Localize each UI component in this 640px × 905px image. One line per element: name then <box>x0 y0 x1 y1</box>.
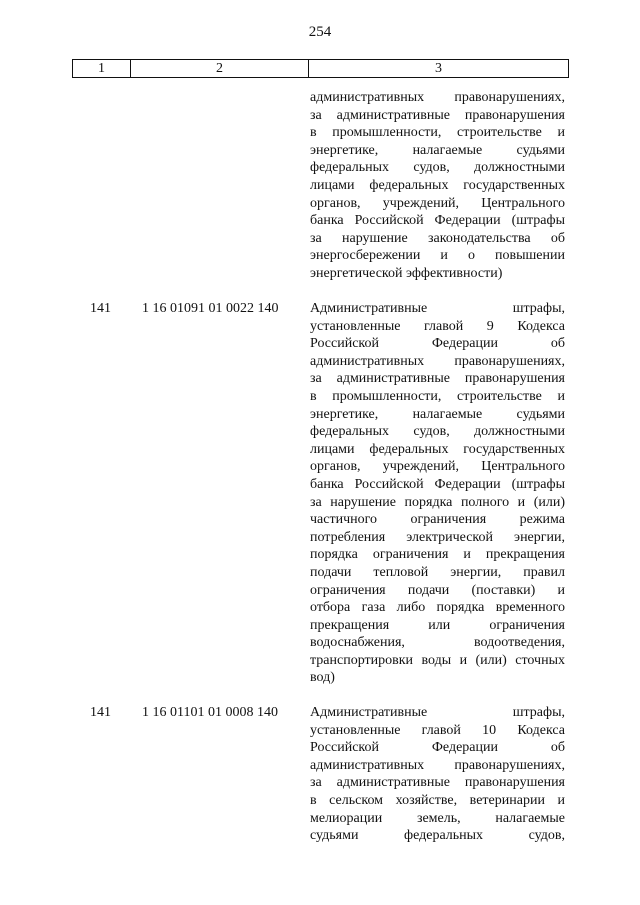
row-code: 1 16 01091 01 0022 140 <box>142 301 279 316</box>
row-description <box>310 704 565 845</box>
description-line: за административные правонарушения <box>310 371 565 387</box>
description-line: вод) <box>310 670 335 686</box>
description-line: административных правонарушениях, <box>310 353 565 369</box>
description-line: в промышленности, строительстве и <box>310 388 565 404</box>
description-line: административных правонарушениях, <box>310 90 565 105</box>
description-line: энергетической эффективности) <box>310 265 503 281</box>
description-line: подачи тепловой энергии, правил <box>310 564 565 580</box>
description-line: установленные главой 10 Кодекса <box>310 722 565 738</box>
description-line: ограничения подачи (поставки) и <box>310 582 565 598</box>
description-line: федеральных судов, должностными <box>310 160 565 176</box>
description-line: за нарушение порядка полного и (или) <box>310 494 565 510</box>
row-code: 1 16 01101 01 0008 140 <box>142 705 278 720</box>
description-line: судьями федеральных судов, <box>310 828 565 844</box>
description-line: за нарушение законодательства об <box>310 230 565 246</box>
description-line: за административные правонарушения <box>310 775 565 791</box>
description-line: Российской Федерации об <box>310 336 565 352</box>
page-number: 254 <box>308 24 332 40</box>
row-number: 141 <box>90 301 111 316</box>
description-line: энергетике, налагаемые судьями <box>310 406 565 422</box>
description-line: энергетике, налагаемые судьями <box>310 142 565 158</box>
description-line: федеральных судов, должностными <box>310 424 565 440</box>
description-line: мелиорации земель, налагаемые <box>310 810 565 826</box>
description-line: транспортировки воды и (или) сточных <box>310 652 565 668</box>
header-col-2: 2 <box>131 60 309 78</box>
description-line: в сельском хозяйстве, ветеринарии и <box>310 792 565 808</box>
description-line: в промышленности, строительстве и <box>310 125 565 141</box>
description-line: частичного ограничения режима <box>310 512 565 528</box>
description-line: административных правонарушениях, <box>310 757 565 773</box>
description-line: Российской Федерации об <box>310 740 565 756</box>
description-line: водоснабжения, водоотведения, <box>310 635 565 651</box>
description-line: органов, учреждений, Центрального <box>310 459 565 475</box>
description-line: порядка ограничения и прекращения <box>310 547 565 563</box>
description-line: установленные главой 9 Кодекса <box>310 318 565 334</box>
description-line: прекращения или ограничения <box>310 617 565 633</box>
description-line: Административные штрафы, <box>310 301 565 316</box>
row-description <box>310 89 565 283</box>
header-col-1: 1 <box>73 60 131 78</box>
table-header <box>72 59 569 78</box>
row-description <box>310 300 565 687</box>
description-line: за административные правонарушения <box>310 107 565 123</box>
row-number: 141 <box>90 705 111 720</box>
description-line: лицами федеральных государственных <box>310 441 565 457</box>
header-col-3: 3 <box>309 60 569 78</box>
description-line: отбора газа либо порядка временного <box>310 600 565 616</box>
description-line: Административные штрафы, <box>310 705 565 720</box>
description-line: органов, учреждений, Центрального <box>310 195 565 211</box>
description-line: банка Российской Федерации (штрафы <box>310 213 565 229</box>
description-line: энергосбережении и о повышении <box>310 248 565 264</box>
description-line: лицами федеральных государственных <box>310 177 565 193</box>
description-line: банка Российской Федерации (штрафы <box>310 476 565 492</box>
description-line: потребления электрической энергии, <box>310 529 565 545</box>
